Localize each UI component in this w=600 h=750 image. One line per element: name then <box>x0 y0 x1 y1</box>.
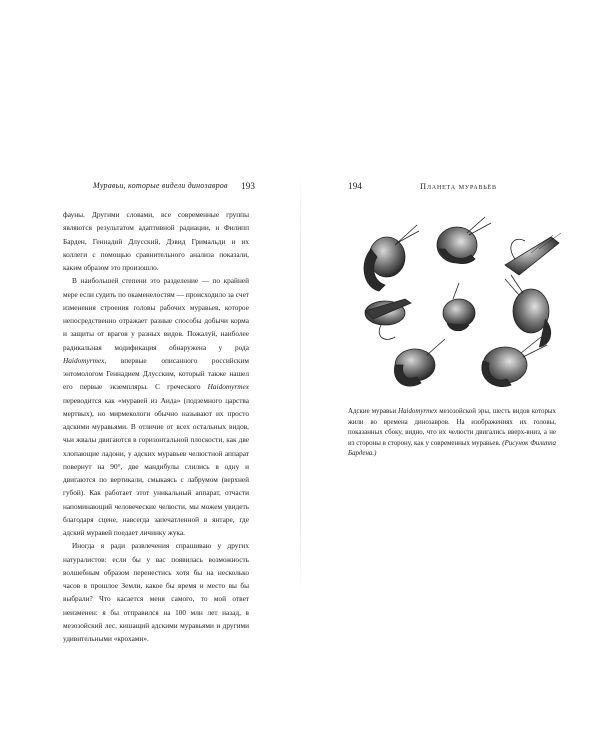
figure-caption <box>348 407 556 460</box>
ant-head-4 <box>365 299 411 339</box>
ant-head-3 <box>505 233 561 275</box>
text-run: Адские муравьи <box>348 408 399 415</box>
figure-credit: (Рисунок Филиппа Бардена.) <box>348 439 556 458</box>
text-run: мезозойской эры, шесть видов которых жили во времена динозавров. На изображениях их головы, показанных сбоку, видно, что их челюсти двигались вверх-вниз, а не из стороны в сторону, как у современных муравьев. <box>348 408 556 447</box>
ant-head-8 <box>482 337 547 387</box>
ant-head-1 <box>364 225 419 291</box>
text-run: Иногда я ради развлечения спрашиваю у других натуралистов: если бы у вас появилась возможность волшебным образом перенестись хотя бы на несколько часов в прошлое Земли, какое бы время и место вы бы выбрали? Что касается меня самого, то мой ответ неизменен: я бы отправился на 100 млн лет назад, в мезозойский лес, кишащий адскими муравьями и другими удивительными «крохами». <box>63 541 249 643</box>
paragraph <box>63 208 249 274</box>
italic-term: Haidomyrmex <box>63 355 105 365</box>
text-run: фауны. Другими словами, все современные группы являются результатом адаптивной радиации, и Филипп Барден, Геннадий Длусский, Дэвид Гримальди и их коллеги с помощью сравнительного анализа показали, каким образом это произошло. <box>63 210 249 272</box>
hell-ant-heads-illustration <box>355 215 565 395</box>
paragraph <box>63 539 249 645</box>
ant-head-6 <box>505 275 551 347</box>
page-number: 193 <box>241 181 256 191</box>
ant-head-7 <box>394 339 445 386</box>
running-title: Муравьи, которые видели динозавров <box>93 181 228 190</box>
paragraph <box>63 274 249 539</box>
text-run: , впервые описанного российским энтомологом Геннадием Длусским, который также нашел его первые экземпляры. С греческого <box>63 355 249 392</box>
body-text <box>63 208 249 645</box>
ant-head-5 <box>443 283 475 331</box>
text-run: В наибольшей степени это разделение — по крайней мере если судить по окаменелостям — происходило за счет изменения строения головы рабочих муравьев, которое непосредственно отражает разные способы добычи корма и защиты от врагов у разных видов. Пожалуй, наиболее радикальная модификация обнаружена у рода <box>63 276 249 352</box>
italic-term: Haidomyrmex <box>398 408 438 415</box>
text-run: переводится как «муравей из Аида» (подземного царства мертвых), но мирмекологи обычно называют их просто адскими муравьями. В отличие от всех остальных видов, чьи жвалы двигаются в горизонтальной плоскости, как две хлопающие ладони, у адских муравьев челюстной аппарат повернут на 90°, две мандибулы слились в одну и двигаются по вертикали, смыкаясь с лабрумом (верхней губой). Как работает этот уникальный аппарат, отчасти напоминающий человеческие челюсти, мы можем увидеть благодаря сцене, навсегда запечатленной в янтаре, где адский муравей поедает личинку жука. <box>63 395 249 537</box>
italic-term: Haidomyrmex <box>207 382 249 392</box>
page-number: 194 <box>348 181 363 191</box>
right-page <box>300 0 600 750</box>
ant-head-2 <box>437 217 491 264</box>
running-title: Планета муравьёв <box>420 181 497 191</box>
